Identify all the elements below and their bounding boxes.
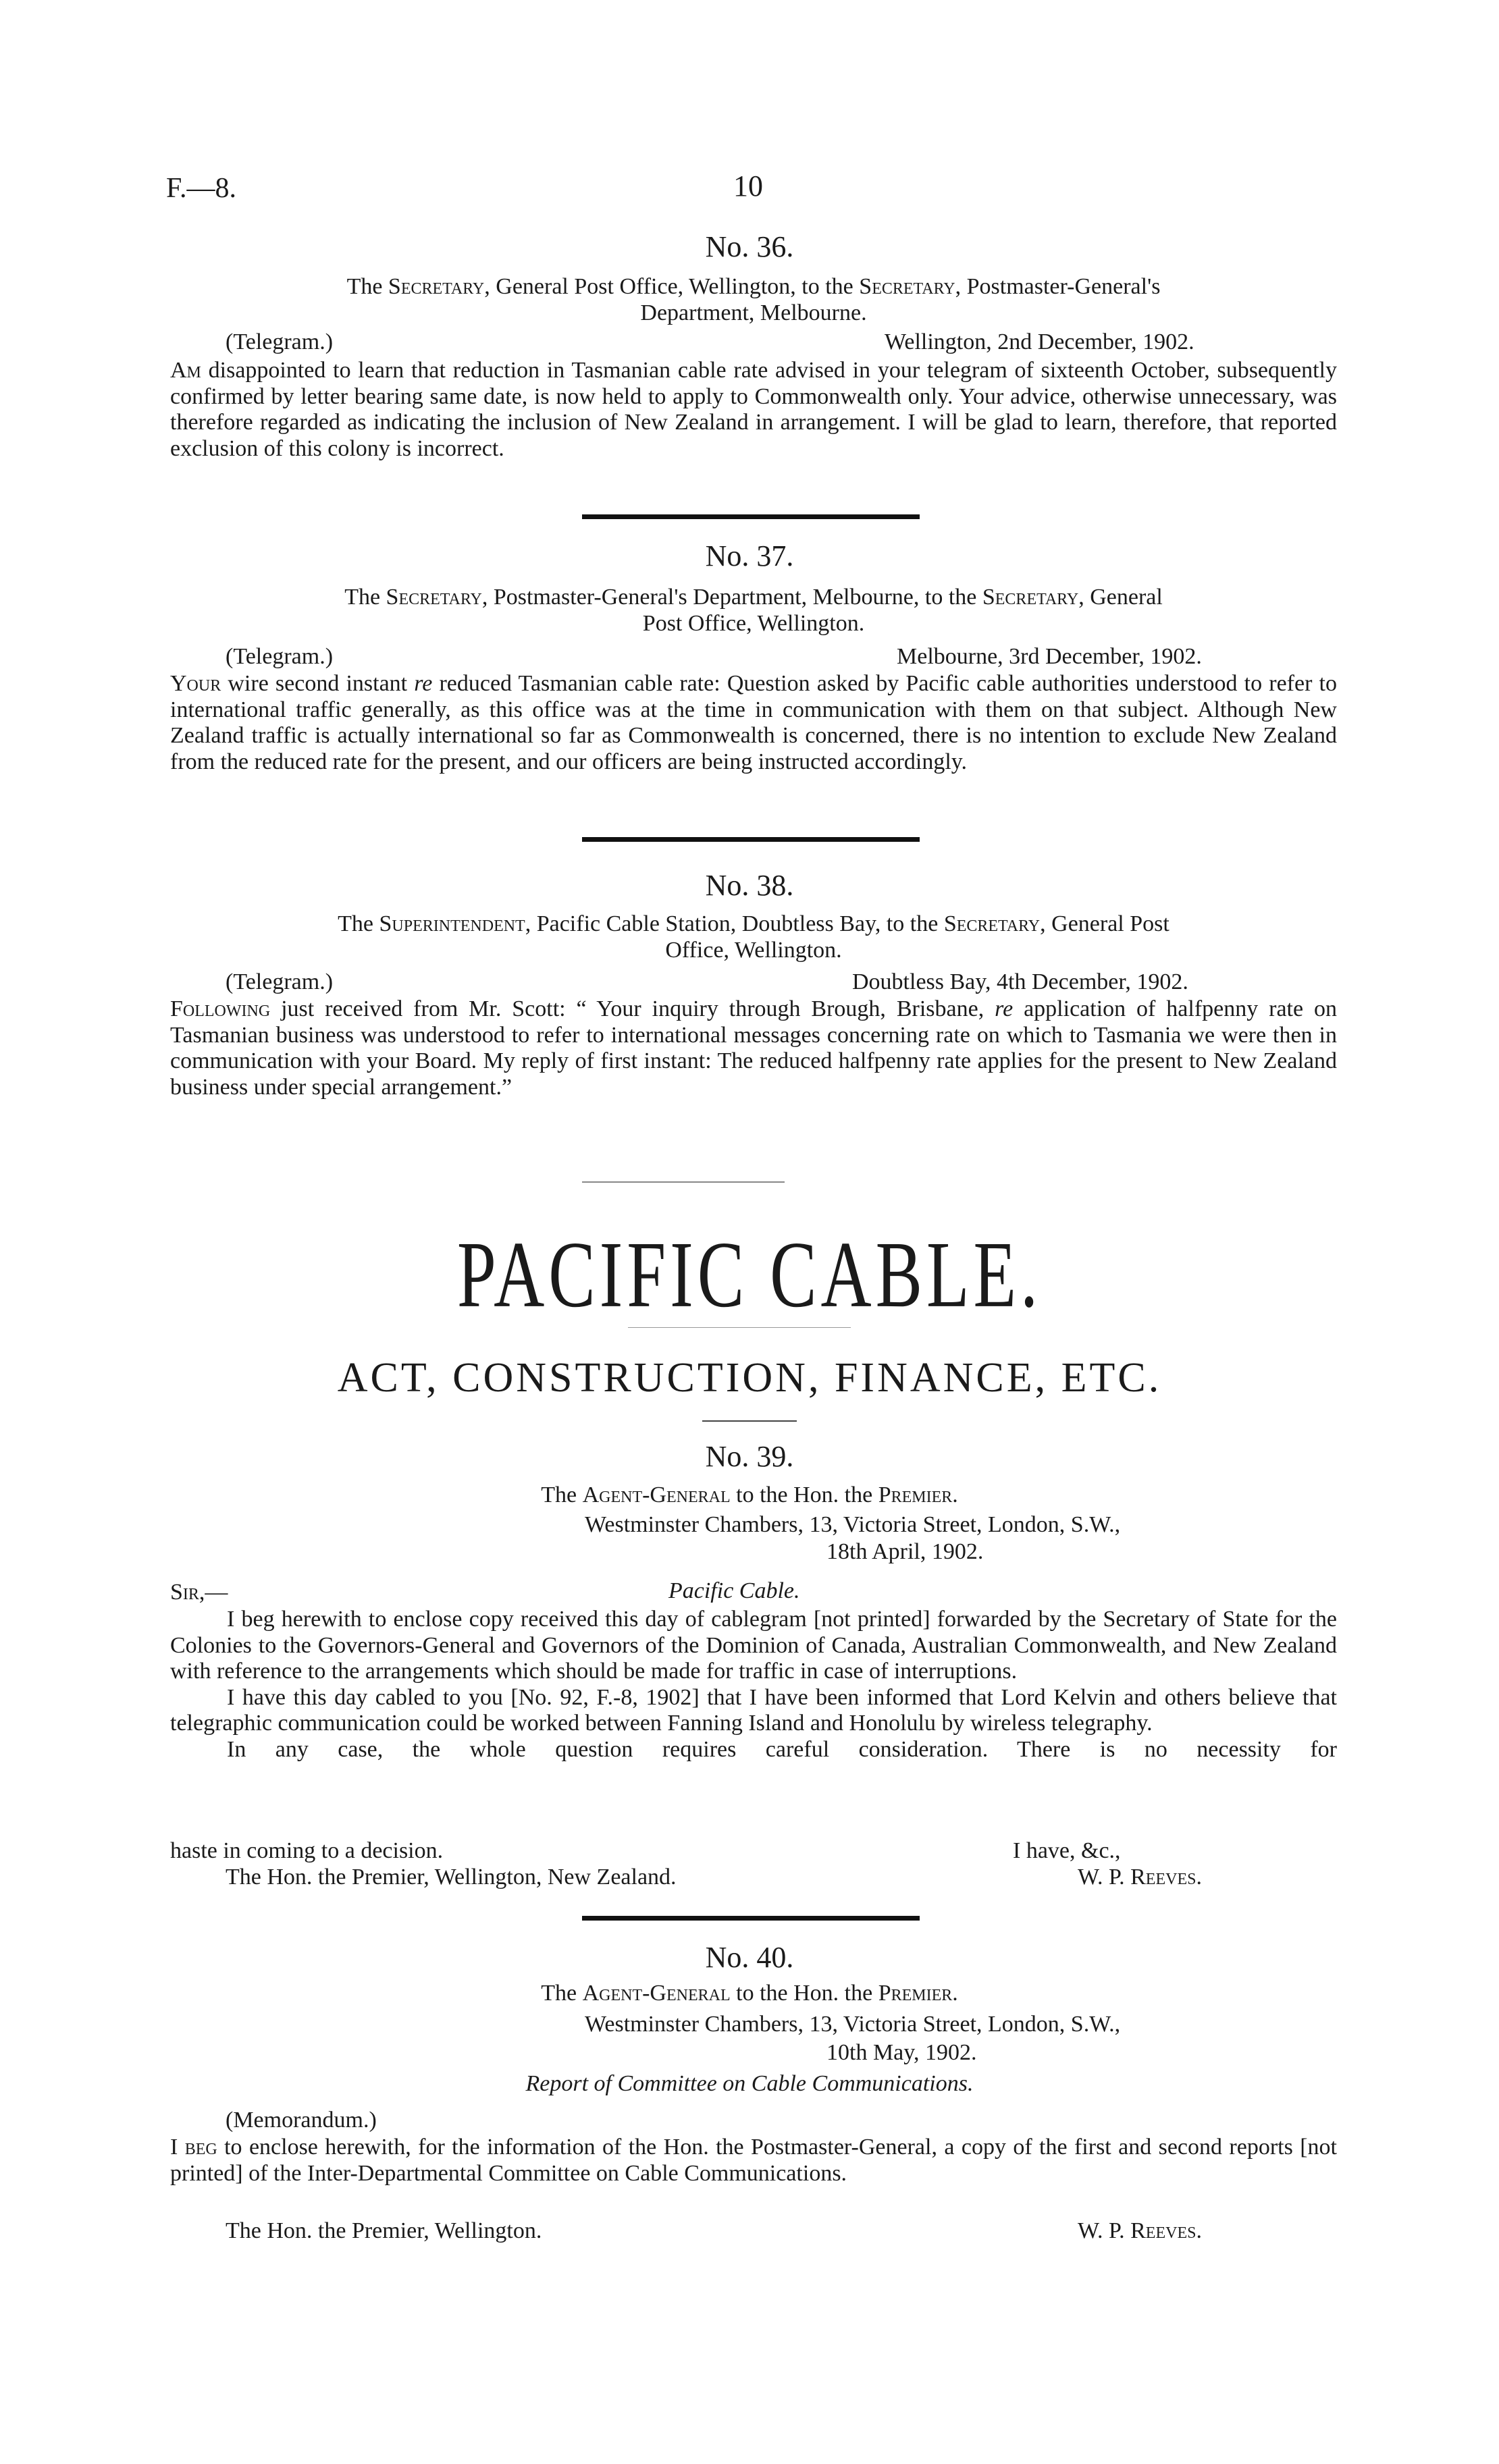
place-date: Doubtless Bay, 4th December, 1902. — [852, 969, 1188, 994]
document-number: No. 37. — [705, 539, 794, 572]
letter-subject: Pacific Cable. — [668, 1578, 800, 1603]
section-divider — [582, 837, 920, 842]
recipient: The Hon. the Premier, Wellington, New Zealand. — [226, 1865, 677, 1890]
section-divider — [582, 514, 920, 519]
place-date: Wellington, 2nd December, 1902. — [885, 329, 1194, 354]
section-divider — [582, 1916, 920, 1921]
message-type: (Telegram.) — [226, 969, 334, 994]
signature: W. P. Reeves. — [1078, 2218, 1202, 2243]
message-body: Am disappointed to learn that reduction in Tasmanian cable rate advised in your telegram of sixteenth October, subsequently confirmed by letter bearing same date, is now held to apply to Commonwealth only. Your advice, otherwise unnecessary, was therefore regarded as indicating the inclusion of New Zealand in arrangement. I will be glad to learn, therefore, that reported exclusion of this colony is incorrect. — [170, 358, 1337, 461]
section-subtitle: ACT, CONSTRUCTION, FINANCE, ETC. — [337, 1355, 1162, 1401]
letter-date: 10th May, 1902. — [826, 2040, 977, 2065]
sender-address: Westminster Chambers, 13, Victoria Street, London, S.W., — [585, 2012, 1121, 2037]
address-line: The Secretary, General Post Office, Wellington, to the Secretary, Postmaster-General's Department, Melbourne. — [346, 274, 1161, 325]
sender-address: Westminster Chambers, 13, Victoria Street, London, S.W., — [585, 1512, 1121, 1537]
title-divider — [628, 1327, 851, 1328]
address-line: The Agent-General to the Hon. the Premier. — [541, 1482, 958, 1507]
section-title: PACIFIC CABLE. — [456, 1222, 1043, 1327]
subtitle-divider — [702, 1420, 797, 1422]
letter-body-end: haste in coming to a decision. — [170, 1838, 444, 1863]
document-number: No. 38. — [705, 869, 794, 902]
letter-subject: Report of Committee on Cable Communications. — [525, 2071, 974, 2096]
address-line: The Superintendent, Pacific Cable Station, Doubtless Bay, to the Secretary, General Post Office, Wellington. — [338, 911, 1169, 963]
address-line: The Agent-General to the Hon. the Premier. — [541, 1981, 958, 2006]
message-type: (Memorandum.) — [226, 2108, 377, 2133]
section-divider — [582, 1181, 785, 1183]
document-number: No. 40. — [705, 1941, 794, 1974]
signature: W. P. Reeves. — [1078, 1865, 1202, 1890]
letter-body: I beg herewith to enclose copy received this day of cablegram [not printed] forwarded by the Secretary of State for the Colonies to the Governors-General and Governors of the Dominion of Canada, Australian Commonwealth, and New Zealand with reference to the arrangements which should be made for traffic in case of interruptions. I have this day cabled to you [No. 92, F.-8, 1902] that I have been informed that Lord Kelvin and others believe that telegraphic communication could be worked between Fanning Island and Honolulu by wireless telegraphy. In any case, the whole question requires careful consideration. There is no necessity for — [170, 1607, 1337, 1762]
address-line: The Secretary, Postmaster-General's Department, Melbourne, to the Secretary, General Post Office, Wellington. — [344, 585, 1163, 636]
document-reference: F.—8. — [166, 173, 236, 204]
closing: I have, &c., — [1013, 1838, 1121, 1863]
message-body: Following just received from Mr. Scott: “ Your inquiry through Brough, Brisbane, re application of halfpenny rate on Tasmanian business was understood to refer to international messages concerning rate on which to Tasmania we were then in communication with your Board. My reply of first instant: The reduced halfpenny rate applies for the present to New Zealand business under special arrangement.” — [170, 996, 1337, 1100]
message-body: Your wire second instant re reduced Tasmanian cable rate: Question asked by Pacific cable authorities understood to refer to international traffic generally, as this office was at the time in communication with them on that subject. Although New Zealand traffic is actually international so far as Commonwealth is concerned, there is no intention to exclude New Zealand from the reduced rate for the present, and our officers are being instructed accordingly. — [170, 671, 1337, 774]
memo-body: I beg to enclose herewith, for the information of the Hon. the Postmaster-General, a copy of the first and second reports [not printed] of the Inter-Departmental Committee on Cable Communications. — [170, 2135, 1337, 2186]
recipient: The Hon. the Premier, Wellington. — [226, 2218, 542, 2243]
document-number: No. 36. — [705, 230, 794, 263]
page-number: 10 — [733, 169, 763, 203]
place-date: Melbourne, 3rd December, 1902. — [897, 644, 1202, 669]
message-type: (Telegram.) — [226, 329, 334, 354]
document-number: No. 39. — [705, 1440, 794, 1473]
letter-date: 18th April, 1902. — [826, 1539, 984, 1564]
salutation: Sir,— — [170, 1580, 228, 1605]
message-type: (Telegram.) — [226, 644, 334, 669]
